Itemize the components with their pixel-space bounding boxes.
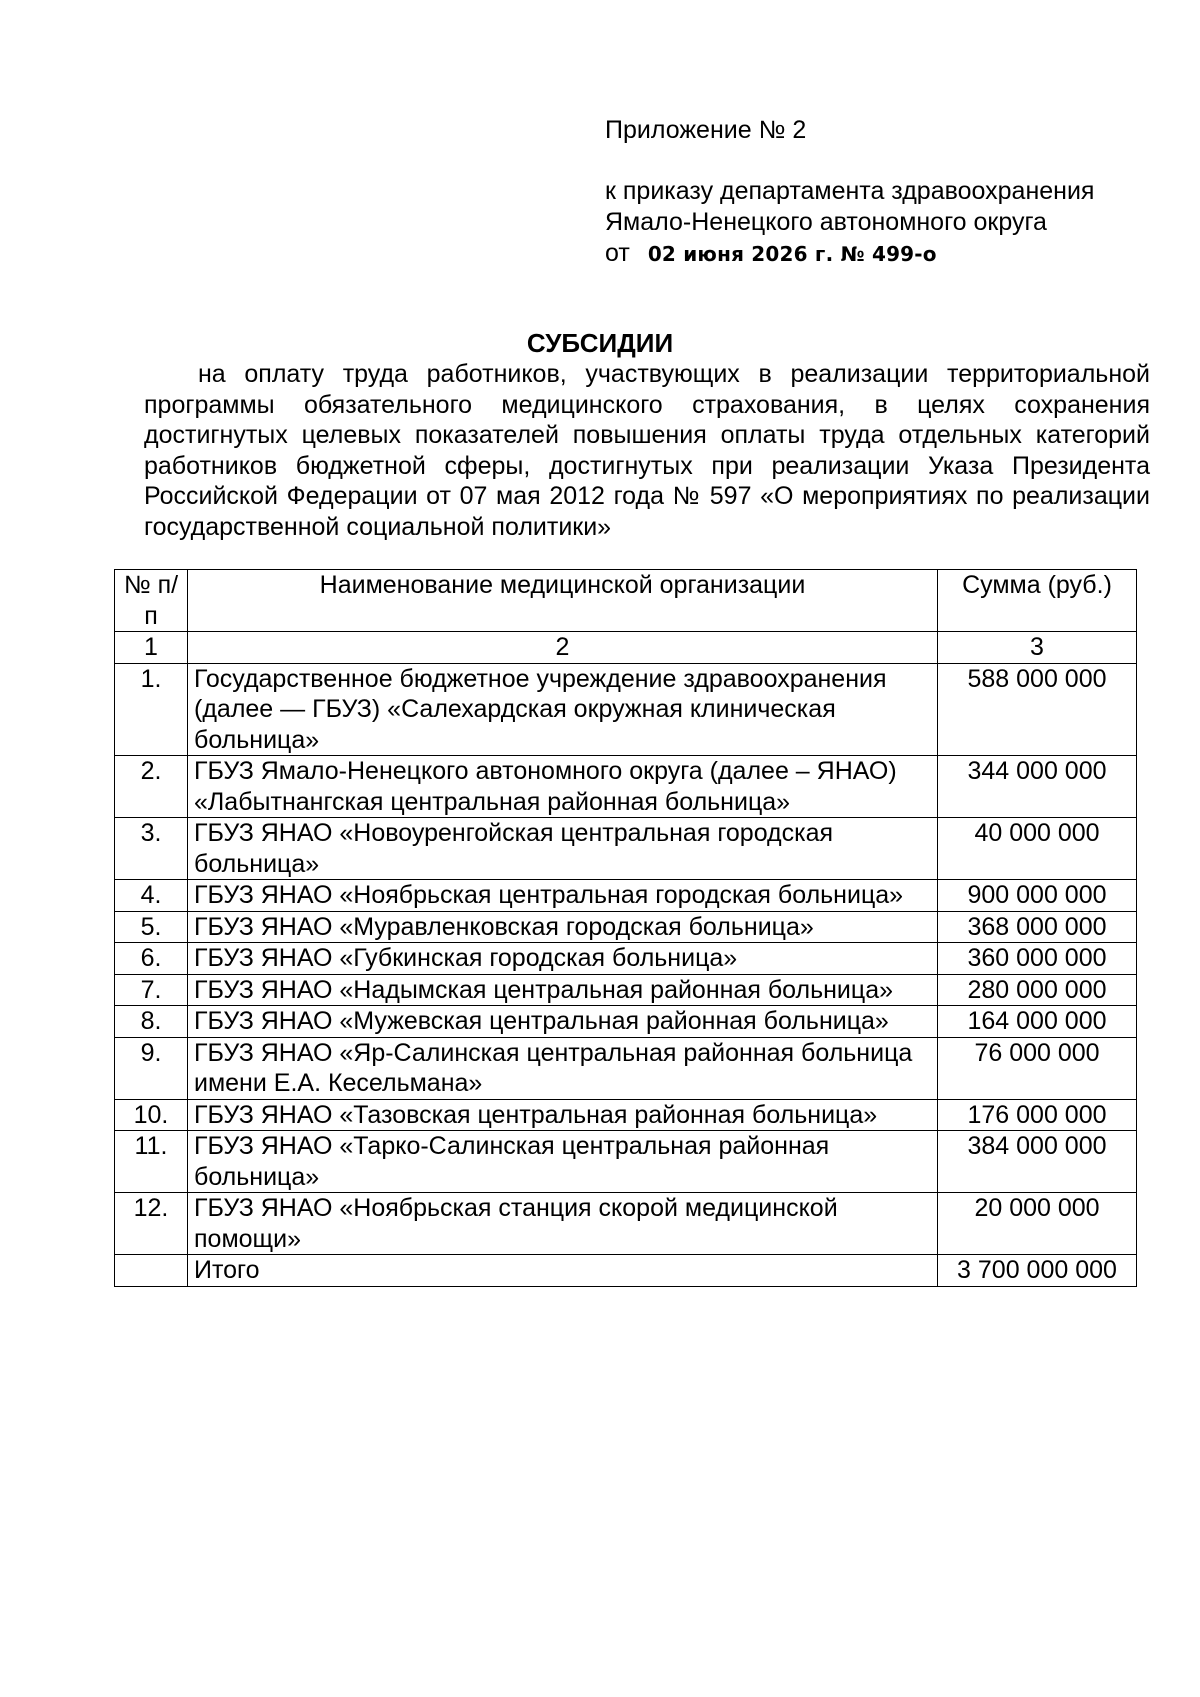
order-date-stamp: 02 июня 2026 г. № 499-о <box>647 242 937 266</box>
row-organization: ГБУЗ ЯНАО «Губкинская городская больница» <box>188 943 938 975</box>
row-num: 1. <box>115 663 188 756</box>
column-numbers-row <box>115 632 1137 664</box>
row-sum: 20 000 000 <box>938 1193 1137 1255</box>
row-sum: 76 000 000 <box>938 1037 1137 1099</box>
row-organization: ГБУЗ ЯНАО «Яр-Салинская центральная районная больница имени Е.А. Кесельмана» <box>188 1037 938 1099</box>
row-sum: 588 000 000 <box>938 663 1137 756</box>
order-reference-line-2: Ямало-Ненецкого автономного округа <box>605 208 1047 236</box>
table-row <box>115 756 1137 818</box>
row-organization: ГБУЗ ЯНАО «Надымская центральная районная больница» <box>188 974 938 1006</box>
table-row <box>115 974 1137 1006</box>
appendix-header <box>605 115 1165 270</box>
row-organization: ГБУЗ ЯНАО «Тарко-Салинская центральная районная больница» <box>188 1131 938 1193</box>
row-num: 2. <box>115 756 188 818</box>
table-row <box>115 818 1137 880</box>
table-row <box>115 880 1137 912</box>
row-num: 9. <box>115 1037 188 1099</box>
row-num: 5. <box>115 911 188 943</box>
row-sum: 360 000 000 <box>938 943 1137 975</box>
row-num: 6. <box>115 943 188 975</box>
total-label: Итого <box>188 1255 938 1287</box>
order-date-line <box>605 238 1165 270</box>
table-row <box>115 1006 1137 1038</box>
total-num-empty <box>115 1255 188 1287</box>
row-organization: ГБУЗ ЯНАО «Тазовская центральная районная больница» <box>188 1099 938 1131</box>
row-sum: 344 000 000 <box>938 756 1137 818</box>
row-sum: 280 000 000 <box>938 974 1137 1006</box>
row-sum: 900 000 000 <box>938 880 1137 912</box>
row-sum: 384 000 000 <box>938 1131 1137 1193</box>
header-sum: Сумма (руб.) <box>938 570 1137 632</box>
row-num: 7. <box>115 974 188 1006</box>
appendix-label: Приложение № 2 <box>605 116 807 144</box>
table-row <box>115 663 1137 756</box>
row-organization: Государственное бюджетное учреждение здравоохранения (далее — ГБУЗ) «Салехардская окружная клиническая больница» <box>188 663 938 756</box>
row-sum: 368 000 000 <box>938 911 1137 943</box>
row-organization: ГБУЗ Ямало-Ненецкого автономного округа (далее – ЯНАО) «Лабытнангская центральная районная больница» <box>188 756 938 818</box>
column-number: 1 <box>115 632 188 664</box>
table-row <box>115 1131 1137 1193</box>
row-organization: ГБУЗ ЯНАО «Ноябрьская станция скорой медицинской помощи» <box>188 1193 938 1255</box>
row-sum: 176 000 000 <box>938 1099 1137 1131</box>
subsidies-table <box>114 569 1137 1287</box>
document-title: СУБСИДИИ <box>526 328 674 358</box>
table-row <box>115 1037 1137 1099</box>
table-total-row <box>115 1255 1137 1287</box>
total-sum: 3 700 000 000 <box>938 1255 1137 1287</box>
row-num: 4. <box>115 880 188 912</box>
document-description: на оплату труда работников, участвующих в реализации территориальной программы обязательного медицинского страхования, в целях сохранения достигнутых целевых показателей повышения оплаты труда отдельных категорий работников бюджетной сферы, достигнутых при реализации Указа Президента Российской Федерации от 07 мая 2012 года № 597 «О мероприятиях по реализации государственной социальной политики» <box>144 360 1150 541</box>
order-reference-line-1: к приказу департамента здравоохранения <box>605 177 1095 205</box>
row-organization: ГБУЗ ЯНАО «Муравленковская городская больница» <box>188 911 938 943</box>
header-name: Наименование медицинской организации <box>188 570 938 632</box>
row-sum: 164 000 000 <box>938 1006 1137 1038</box>
row-organization: ГБУЗ ЯНАО «Ноябрьская центральная городская больница» <box>188 880 938 912</box>
row-num: 3. <box>115 818 188 880</box>
row-sum: 40 000 000 <box>938 818 1137 880</box>
column-number: 3 <box>938 632 1137 664</box>
table-header-row <box>115 570 1137 632</box>
table-row <box>115 911 1137 943</box>
row-organization: ГБУЗ ЯНАО «Новоуренгойская центральная городская больница» <box>188 818 938 880</box>
table-row <box>115 1193 1137 1255</box>
row-num: 8. <box>115 1006 188 1038</box>
row-num: 12. <box>115 1193 188 1255</box>
order-date-prefix: от <box>605 239 630 267</box>
column-number: 2 <box>188 632 938 664</box>
row-num: 10. <box>115 1099 188 1131</box>
row-num: 11. <box>115 1131 188 1193</box>
table-row <box>115 943 1137 975</box>
row-organization: ГБУЗ ЯНАО «Мужевская центральная районная больница» <box>188 1006 938 1038</box>
table-row <box>115 1099 1137 1131</box>
header-num: № п/п <box>115 570 188 632</box>
